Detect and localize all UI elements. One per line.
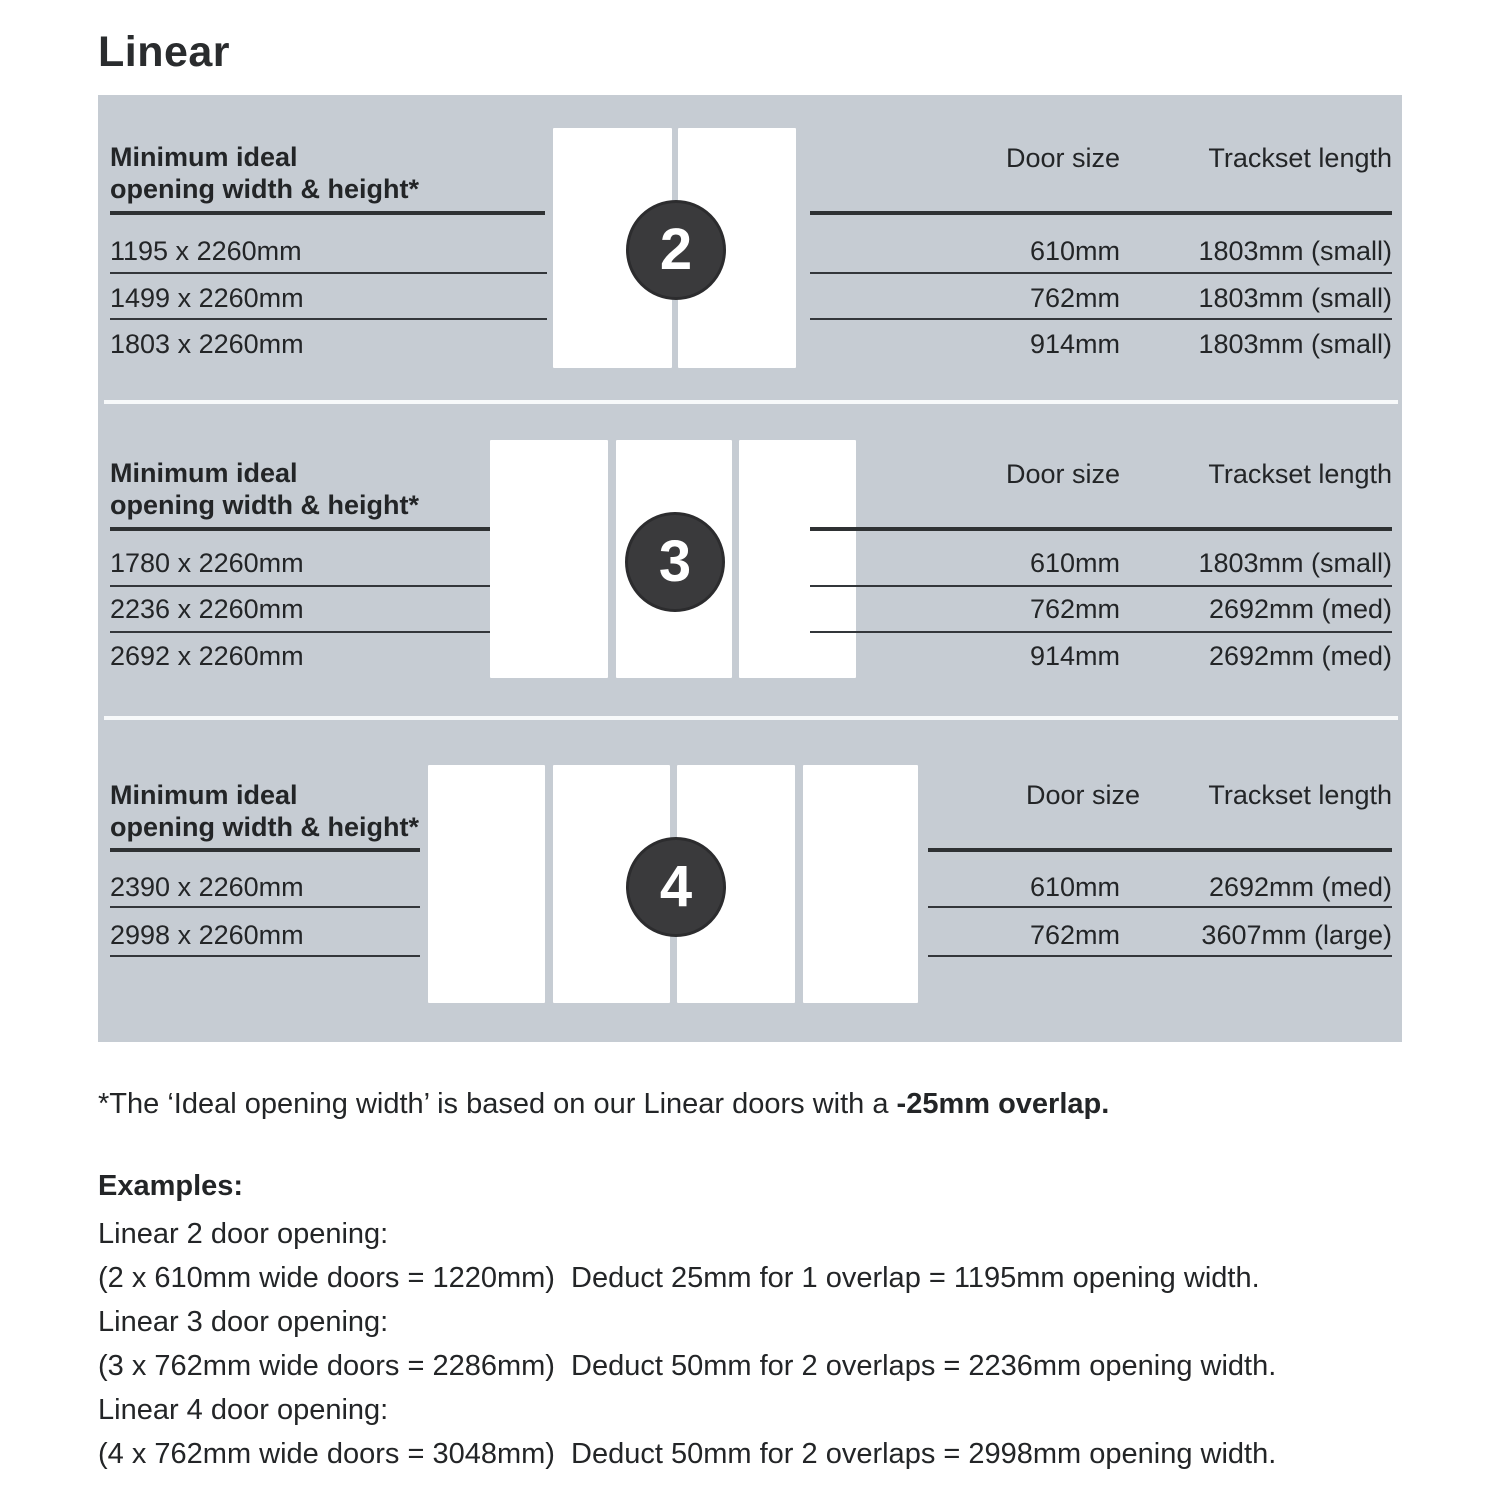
opening-header-line2: opening width & height* xyxy=(110,812,419,842)
opening-header xyxy=(110,779,419,843)
door-count-label: 2 xyxy=(659,217,693,282)
door-count-badge xyxy=(626,200,726,300)
trackset-header: Trackset length xyxy=(1208,780,1392,810)
header-rule xyxy=(110,211,545,215)
door-size-header: Door size xyxy=(1005,143,1120,173)
row-rule xyxy=(810,272,1392,274)
door-count-badge xyxy=(625,512,725,612)
door-size-value: 610mm xyxy=(1029,872,1120,902)
footnote-text: *The ‘Ideal opening width’ is based on our Linear doors with a xyxy=(98,1088,897,1120)
examples-heading: Examples: xyxy=(98,1170,244,1202)
footnote xyxy=(98,1088,1109,1121)
row-rule xyxy=(928,955,1392,957)
opening-size: 2998 x 2260mm xyxy=(110,920,304,950)
opening-size: 1499 x 2260mm xyxy=(110,283,304,313)
door-size-value: 914mm xyxy=(1029,329,1120,359)
door-size-header: Door size xyxy=(1025,780,1140,810)
row-rule xyxy=(110,318,547,320)
trackset-value: 2692mm (med) xyxy=(1208,872,1392,902)
section-divider xyxy=(104,716,1398,720)
example-line: Linear 2 door opening: xyxy=(98,1218,389,1250)
opening-header-line2: opening width & height* xyxy=(110,174,419,204)
row-rule xyxy=(110,631,547,633)
opening-header-line1: Minimum ideal xyxy=(110,142,298,172)
example-line: Linear 3 door opening: xyxy=(98,1306,389,1338)
row-rule xyxy=(810,585,1392,587)
door-panel xyxy=(490,440,608,678)
door-panel xyxy=(803,765,918,1003)
opening-header-line2: opening width & height* xyxy=(110,490,419,520)
trackset-value: 1803mm (small) xyxy=(1198,283,1392,313)
trackset-value: 1803mm (small) xyxy=(1198,548,1392,578)
door-panel xyxy=(428,765,545,1003)
trackset-header: Trackset length xyxy=(1208,143,1392,173)
trackset-value: 2692mm (med) xyxy=(1208,594,1392,624)
door-count-label: 3 xyxy=(658,529,692,594)
header-rule xyxy=(928,848,1392,852)
door-panel xyxy=(739,440,856,678)
door-size-header: Door size xyxy=(1005,459,1120,489)
header-rule xyxy=(110,527,545,531)
trackset-value: 2692mm (med) xyxy=(1208,641,1392,671)
header-rule xyxy=(810,527,1392,531)
trackset-header: Trackset length xyxy=(1208,459,1392,489)
examples-list xyxy=(98,1212,1276,1476)
example-line: (2 x 610mm wide doors = 1220mm) Deduct 25mm for 1 overlap = 1195mm opening width. xyxy=(98,1262,1260,1294)
opening-size: 2236 x 2260mm xyxy=(110,594,304,624)
row-rule xyxy=(110,955,420,957)
opening-header-line1: Minimum ideal xyxy=(110,780,298,810)
example-line: (3 x 762mm wide doors = 2286mm) Deduct 50mm for 2 overlaps = 2236mm opening width. xyxy=(98,1350,1277,1382)
opening-size: 2390 x 2260mm xyxy=(110,872,304,902)
row-rule xyxy=(928,906,1392,908)
trackset-value: 3607mm (large) xyxy=(1201,920,1392,950)
opening-size: 1195 x 2260mm xyxy=(110,236,302,266)
door-size-value: 610mm xyxy=(1029,548,1120,578)
door-count-badge xyxy=(626,837,726,937)
row-rule xyxy=(810,631,1392,633)
door-size-value: 762mm xyxy=(1029,920,1120,950)
opening-size: 1780 x 2260mm xyxy=(110,548,304,578)
opening-header xyxy=(110,457,419,521)
row-rule xyxy=(810,318,1392,320)
opening-header-line1: Minimum ideal xyxy=(110,458,298,488)
header-rule xyxy=(810,211,1392,215)
row-rule xyxy=(110,272,547,274)
door-size-value: 762mm xyxy=(1029,594,1120,624)
example-line: Linear 4 door opening: xyxy=(98,1394,389,1426)
opening-size: 1803 x 2260mm xyxy=(110,329,304,359)
row-rule xyxy=(110,585,547,587)
trackset-value: 1803mm (small) xyxy=(1198,329,1392,359)
header-rule xyxy=(110,848,420,852)
opening-header xyxy=(110,141,419,205)
section-divider xyxy=(104,400,1398,404)
page-title: Linear xyxy=(98,28,231,76)
trackset-value: 1803mm (small) xyxy=(1198,236,1392,266)
example-line: (4 x 762mm wide doors = 3048mm) Deduct 50mm for 2 overlaps = 2998mm opening width. xyxy=(98,1438,1277,1470)
door-size-value: 610mm xyxy=(1029,236,1120,266)
door-size-value: 762mm xyxy=(1029,283,1120,313)
row-rule xyxy=(110,906,420,908)
footnote-bold: -25mm overlap. xyxy=(896,1088,1110,1120)
opening-size: 2692 x 2260mm xyxy=(110,641,304,671)
door-count-label: 4 xyxy=(659,854,693,919)
door-size-value: 914mm xyxy=(1029,641,1120,671)
